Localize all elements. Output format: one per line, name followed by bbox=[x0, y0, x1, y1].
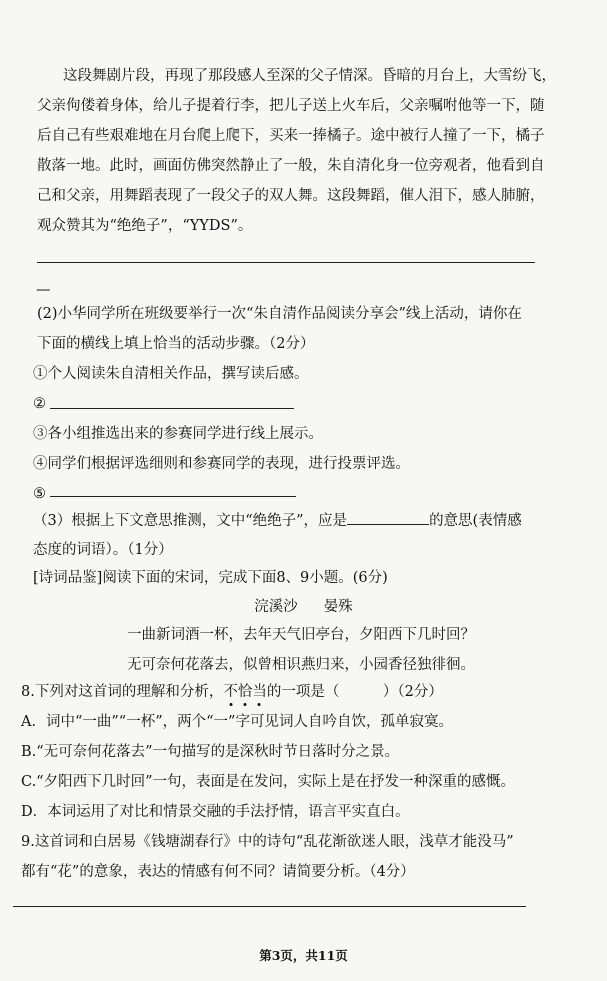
q2-step-1: ①个人阅读朱自清相关作品，撰写读后感。 bbox=[33, 366, 309, 382]
q3-line-2: 态度的词语）。（1分） bbox=[33, 542, 173, 558]
passage-line-5: 己和父亲，用舞蹈表现了一段父子的双人舞。这段舞蹈，催人泪下，感人肺腑， bbox=[37, 188, 545, 204]
poem-author: 晏殊 bbox=[323, 599, 353, 615]
q8-option-c[interactable]: C.“夕阳西下几时回”一句，表面是在发问，实际上是在抒发一种深重的感慨。 bbox=[21, 774, 516, 790]
q8-option-b[interactable]: B.“无可奈何花落去”一句描写的是深秋时节日落时分之景。 bbox=[21, 744, 400, 760]
passage-line-4: 散落一地。此时，画面仿佛突然静止了一般，朱自清化身一位旁观者，他看到自 bbox=[37, 158, 545, 174]
q9-line-2: 都有“花”的意象，表达的情感有何不同？请简要分析。（4分） bbox=[21, 864, 415, 880]
answer-line-q9[interactable] bbox=[13, 906, 526, 907]
q8-stem-after: 的一项是（ ）（2分） bbox=[266, 684, 443, 700]
q8-stem-emphasis: 不恰当 bbox=[223, 684, 267, 700]
poem-intro: [诗词品鉴]阅读下面的宋词，完成下面8、9小题。(6分) bbox=[33, 570, 388, 586]
q2-step-3: ③各小组推选出来的参赛同学进行线上展示。 bbox=[33, 426, 323, 442]
poem-title: 浣溪沙 bbox=[254, 599, 298, 615]
q9-line-1: 9.这首词和白居易《钱塘湖春行》中的诗句“乱花渐欲迷人眼，浅草才能没马” bbox=[21, 834, 514, 850]
q8-option-d[interactable]: D．本词运用了对比和情景交融的手法抒情，语言平实直白。 bbox=[21, 804, 410, 820]
q2-step-2-blank[interactable] bbox=[50, 408, 294, 409]
q2-step-5-blank[interactable] bbox=[50, 496, 296, 497]
q8-stem bbox=[21, 682, 443, 702]
poem-line-2: 无可奈何花落去，似曾相识燕归来，小园香径独徘徊。 bbox=[127, 657, 475, 673]
q3-line-1 bbox=[33, 510, 522, 531]
poem-heading bbox=[0, 597, 607, 617]
q8-option-a[interactable]: A．词中“一曲”“一杯”，两个“一”字可见词人自吟自饮，孤单寂寞。 bbox=[21, 714, 453, 730]
passage-line-6: 观众赞其为“绝绝子”，“YYDS”。 bbox=[37, 218, 253, 234]
q2-line-2: 下面的横线上填上恰当的活动步骤。（2分） bbox=[37, 336, 315, 352]
q2-step-4: ④同学们根据评选细则和参赛同学的表现，进行投票评选。 bbox=[33, 456, 410, 472]
q2-line-1: (2)小华同学所在班级要举行一次“朱自清作品阅读分享会”线上活动，请你在 bbox=[37, 306, 522, 322]
q2-step-5-label: ⑤ bbox=[33, 486, 46, 502]
answer-line-q1[interactable] bbox=[37, 262, 535, 263]
passage-line-3: 后自己有些艰难地在月台爬上爬下，买来一捧橘子。途中被行人撞了一下，橘子 bbox=[37, 128, 545, 144]
q3-text-after: 的意思(表情感 bbox=[429, 513, 522, 529]
page-number: 第3页，共11页 bbox=[259, 948, 348, 963]
q2-step-2-label: ② bbox=[33, 396, 46, 412]
passage-line-1: 这段舞剧片段，再现了那段感人至深的父子情深。昏暗的月台上，大雪纷飞， bbox=[63, 68, 556, 84]
q3-blank[interactable] bbox=[347, 510, 429, 525]
answer-line-dash: — bbox=[36, 282, 51, 298]
q3-text-before: （3）根据上下文意思推测，文中“绝绝子”，应是 bbox=[33, 513, 348, 529]
q8-stem-before: 8.下列对这首词的理解和分析， bbox=[21, 684, 224, 700]
poem-line-1: 一曲新词酒一杯，去年天气旧亭台，夕阳西下几时回？ bbox=[127, 627, 475, 643]
passage-line-2: 父亲佝偻着身体，给儿子提着行李，把儿子送上火车后，父亲嘱咐他等一下，随 bbox=[37, 98, 545, 114]
